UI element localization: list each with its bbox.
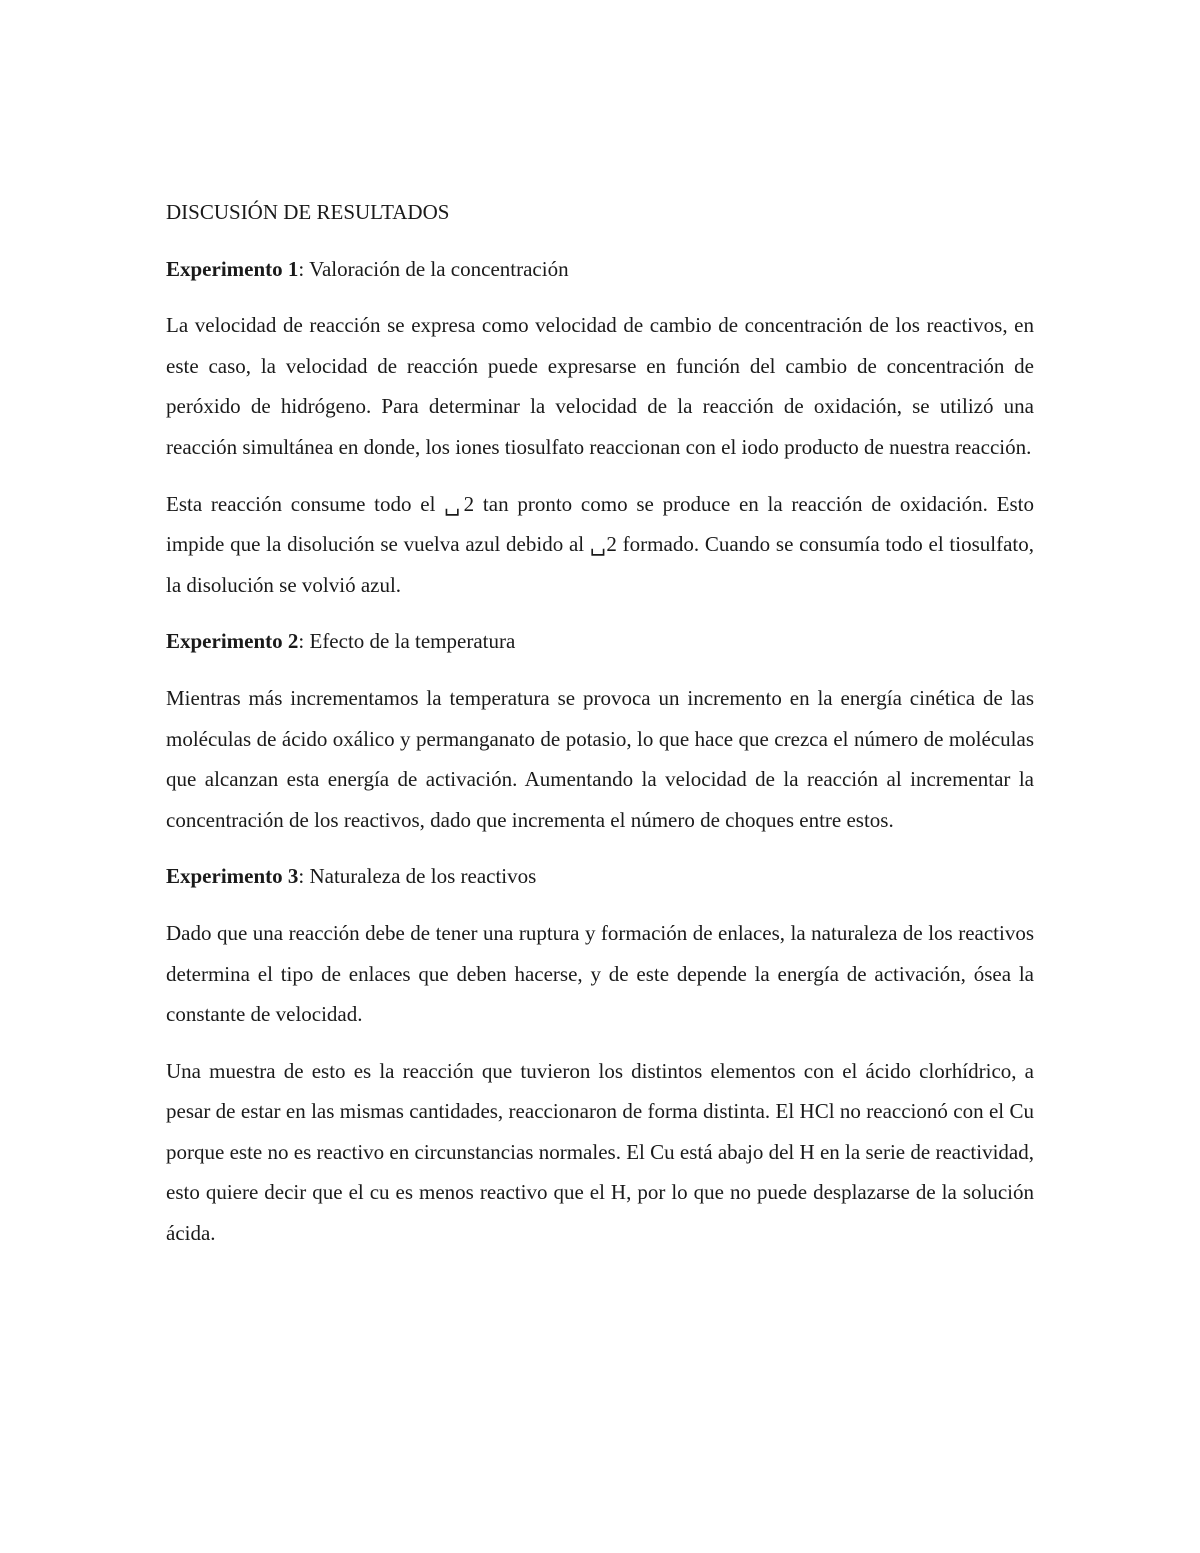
section-3-paragraph-2: Una muestra de esto es la reacción que tuvieron los distintos elementos con el ácido clorhídrico, a pesar de estar en las mismas cantidades, reaccionaron de forma distinta. El HCl no reaccionó con el Cu porque este no es reactivo en circunstancias normales. El Cu está abajo del H en la serie de reactividad, esto quiere decir que el cu es menos reactivo que el H, por lo que no puede desplazarse de la solución ácida. — [166, 1058, 1034, 1246]
section-1-paragraph-2: Esta reacción consume todo el ␣2 tan pronto como se produce en la reacción de oxidación. Esto impide que la disolución se vuelva azul debido al ␣2 formado. Cuando se consumía todo el tiosulfato, la disolución se volvió azul. — [166, 491, 1034, 597]
section-subtitle-3: : Naturaleza de los reactivos — [298, 864, 537, 889]
document-title: DISCUSIÓN DE RESULTADOS — [166, 200, 450, 224]
section-subtitle-1: : Valoración de la concentración — [298, 256, 569, 281]
section-heading-1 — [166, 249, 1034, 290]
section-1-paragraph-1: La velocidad de reacción se expresa como velocidad de cambio de concentración de los reactivos, en este caso, la velocidad de reacción puede expresarse en función del cambio de concentración de peróxido de hidrógeno. Para determinar la velocidad de la reacción de oxidación, se utilizó una reacción simultánea en donde, los iones tiosulfato reaccionan con el iodo producto de nuestra reacción. — [166, 313, 1034, 459]
section-label-1: Experimento 1 — [166, 256, 299, 281]
section-3-paragraph-1: Dado que una reacción debe de tener una ruptura y formación de enlaces, la naturaleza de los reactivos determina el tipo de enlaces que deben hacerse, y de este depende la energía de activación, ósea la constante de velocidad. — [166, 920, 1034, 1027]
document-body — [166, 192, 1034, 1270]
section-heading-3 — [166, 856, 1034, 897]
section-subtitle-2: : Efecto de la temperatura — [298, 629, 516, 654]
section-2-paragraph-1: Mientras más incrementamos la temperatura se provoca un incremento en la energía cinética de las moléculas de ácido oxálico y permanganato de potasio, lo que hace que crezca el número de moléculas que alcanzan esta energía de activación. Aumentando la velocidad de la reacción al incrementar la concentración de los reactivos, dado que incrementa el número de choques entre estos. — [166, 685, 1034, 832]
section-label-3: Experimento 3 — [166, 864, 299, 889]
section-heading-2 — [166, 621, 1034, 662]
section-label-2: Experimento 2 — [166, 629, 299, 654]
